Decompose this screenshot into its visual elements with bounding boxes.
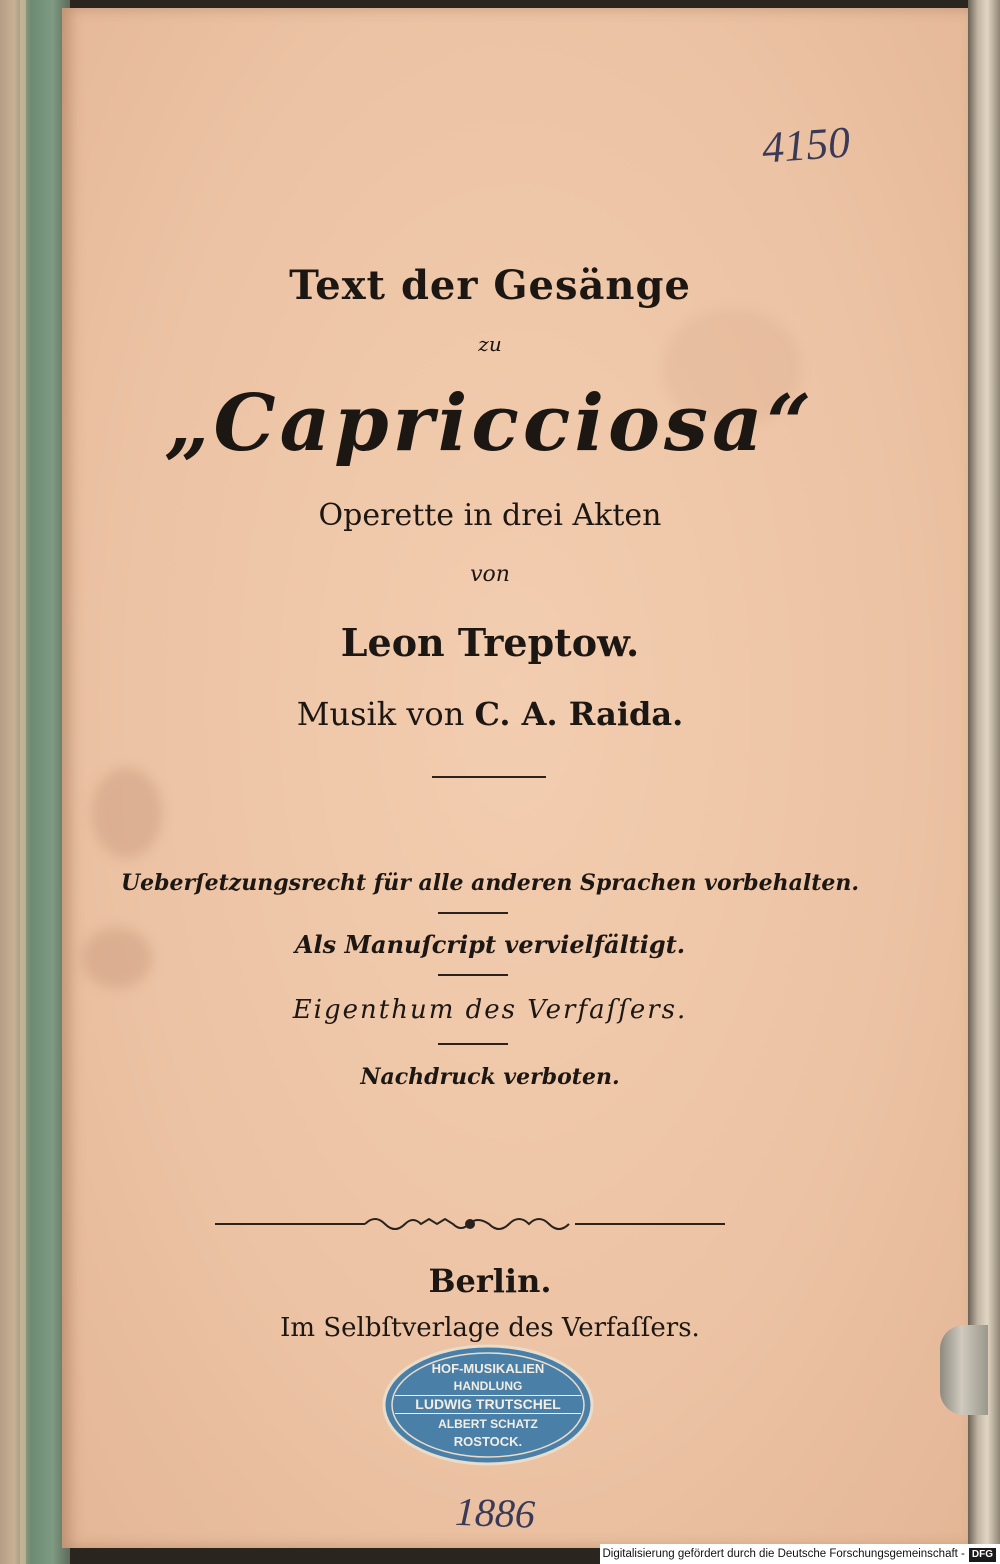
rule-1 bbox=[432, 776, 546, 778]
composer-name: C. A. Raida. bbox=[474, 695, 684, 733]
digitization-footer bbox=[600, 1544, 1000, 1564]
year-handwritten: 1886 bbox=[454, 1488, 536, 1537]
property-note: Eigenthum des Verfaſſers. bbox=[292, 995, 688, 1025]
stamp-line-3: LUDWIG TRUTSCHEL bbox=[395, 1395, 581, 1414]
work-title: „Capricciosa“ bbox=[164, 378, 816, 469]
rule-2 bbox=[438, 912, 508, 914]
stamp-line-2: HANDLUNG bbox=[453, 1379, 523, 1393]
author-name: Leon Treptow. bbox=[340, 620, 640, 665]
stamp-line-4: ALBERT SCHATZ bbox=[438, 1417, 538, 1431]
imprint-city: Berlin. bbox=[428, 1262, 552, 1300]
stamp-line-5: ROSTOCK. bbox=[453, 1434, 523, 1449]
rule-3 bbox=[438, 974, 508, 976]
imprint-publisher: Im Selbſtverlage des Verfaſſers. bbox=[280, 1313, 700, 1343]
binding-left bbox=[0, 0, 70, 1564]
manuscript-note: Als Manuſcript vervielfältigt. bbox=[294, 930, 686, 959]
translation-rights: Ueberſetzungsrecht für alle anderen Sprachen vorbehalten. bbox=[120, 870, 860, 896]
composer-line bbox=[240, 695, 740, 733]
dfg-logo: DFG bbox=[969, 1548, 996, 1562]
footer-text: Digitalisierung gefördert durch die Deutsche Forschungsgemeinschaft - bbox=[602, 1548, 965, 1560]
page-tab bbox=[940, 1325, 988, 1415]
von-line: von bbox=[470, 562, 510, 587]
genre-line: Operette in drei Akten bbox=[318, 498, 662, 533]
stamp-line-1: HOF-MUSIKALIEN bbox=[431, 1361, 545, 1376]
title-line-1: Text der Gesänge bbox=[289, 262, 691, 309]
title-line-zu: zu bbox=[478, 332, 502, 356]
ornamental-rule bbox=[215, 1208, 725, 1238]
rule-4 bbox=[438, 1043, 508, 1045]
shelfmark-handwritten: 4150 bbox=[760, 117, 852, 173]
dealer-stamp bbox=[381, 1343, 595, 1467]
reprint-note: Nachdruck verboten. bbox=[360, 1064, 620, 1090]
music-prefix: Musik von bbox=[296, 695, 465, 733]
